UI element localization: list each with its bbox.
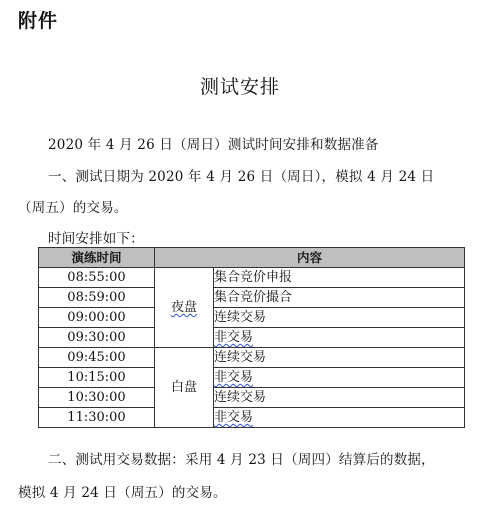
intro-paragraph: 2020 年 4 月 26 日（周日）测试时间安排和数据准备 bbox=[48, 137, 379, 153]
session-cell-night bbox=[155, 268, 214, 348]
item-two-line-one: 二、测试用交易数据：采用 4 月 23 日（周四）结算后的数据， bbox=[48, 452, 435, 468]
table-row bbox=[39, 308, 465, 328]
time-cell: 09:30:00 bbox=[39, 328, 155, 348]
content-cell: 集合竞价撮合 bbox=[214, 288, 465, 308]
time-cell: 09:00:00 bbox=[39, 308, 155, 328]
content-cell: 连续交易 bbox=[214, 348, 465, 368]
attachment-label: 附件 bbox=[18, 10, 59, 32]
schedule-table bbox=[38, 247, 465, 428]
header-time: 演练时间 bbox=[39, 248, 155, 268]
content-text: 非交易 bbox=[214, 330, 254, 345]
content-cell: 集合竞价申报 bbox=[214, 268, 465, 288]
document-title: 测试安排 bbox=[199, 76, 280, 98]
table-header-row bbox=[39, 248, 465, 268]
time-cell: 08:55:00 bbox=[39, 268, 155, 288]
header-content: 内容 bbox=[155, 248, 465, 268]
time-cell: 09:45:00 bbox=[39, 348, 155, 368]
item-one-line-one: 一、测试日期为 2020 年 4 月 26 日（周日），模拟 4 月 24 日 bbox=[48, 169, 435, 185]
item-one-line-two: （周五）的交易。 bbox=[18, 200, 128, 216]
content-cell: 连续交易 bbox=[214, 388, 465, 408]
content-cell bbox=[214, 408, 465, 428]
content-cell bbox=[214, 328, 465, 348]
time-cell: 10:15:00 bbox=[39, 368, 155, 388]
table-row bbox=[39, 268, 465, 288]
table-row bbox=[39, 348, 465, 368]
item-two-line-two: 模拟 4 月 24 日（周五）的交易。 bbox=[18, 485, 227, 501]
table-row bbox=[39, 408, 465, 428]
schedule-intro: 时间安排如下： bbox=[48, 231, 144, 247]
content-text: 非交易 bbox=[214, 410, 254, 425]
table-row bbox=[39, 388, 465, 408]
content-cell: 连续交易 bbox=[214, 308, 465, 328]
time-cell: 11:30:00 bbox=[39, 408, 155, 428]
session-label: 白盘 bbox=[170, 380, 197, 395]
time-cell: 08:59:00 bbox=[39, 288, 155, 308]
content-text: 非交易 bbox=[214, 370, 254, 385]
table-row bbox=[39, 288, 465, 308]
session-cell-day bbox=[155, 348, 214, 428]
content-cell bbox=[214, 368, 465, 388]
time-cell: 10:30:00 bbox=[39, 388, 155, 408]
table-row bbox=[39, 368, 465, 388]
session-label: 夜盘 bbox=[170, 300, 197, 315]
table-row bbox=[39, 328, 465, 348]
